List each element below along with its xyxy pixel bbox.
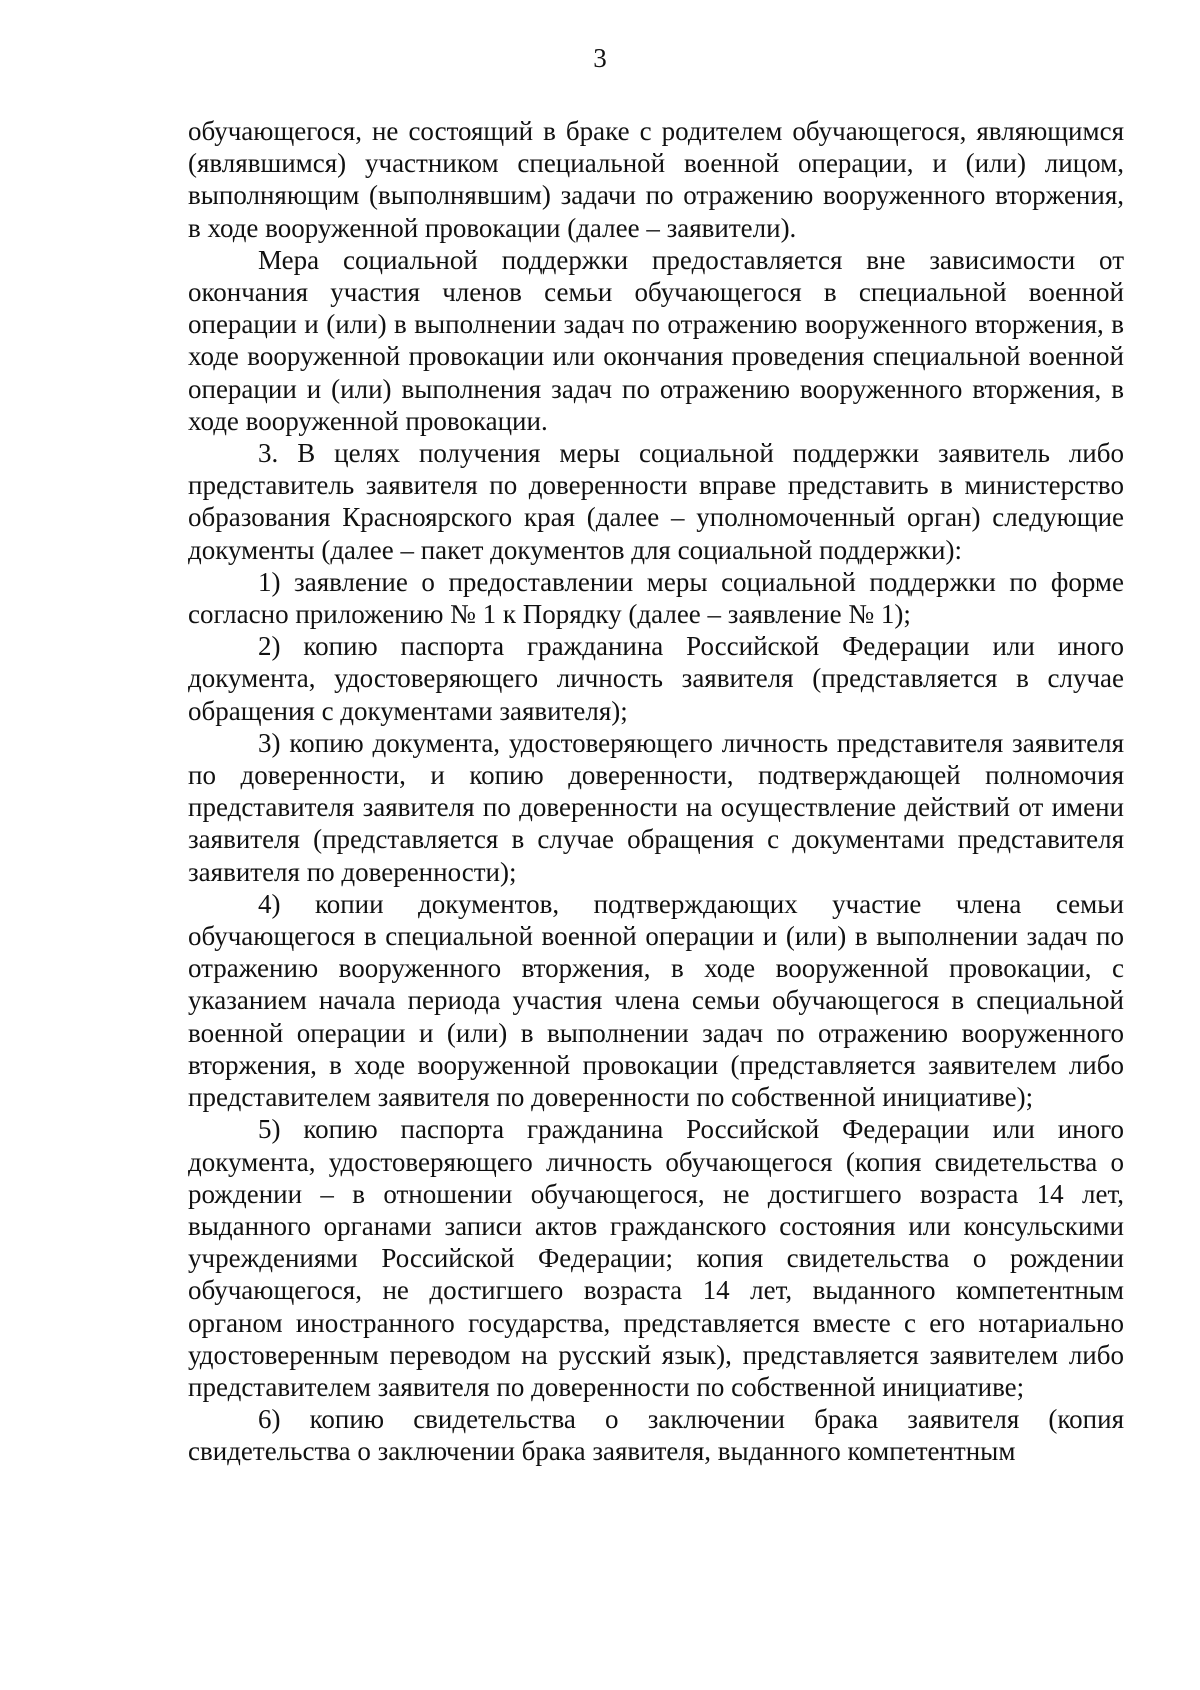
- list-item-2: 2) копию паспорта гражданина Российской Федерации или иного документа, удостоверяющего личность заявителя (представляется в случае обращения с документами заявителя);: [188, 631, 1124, 726]
- page-number: 3: [593, 43, 607, 73]
- list-item-5: 5) копию паспорта гражданина Российской Федерации или иного документа, удостоверяющего личность обучающегося (копия свидетельства о рождении – в отношении обучающегося, не достигшего возраста 14 лет, выданного органами записи актов гражданского состояния или консульскими учреждениями Российской Федерации; копия свидетельства о рождении обучающегося, не достигшего возраста 14 лет, выданного компетентным органом иностранного государства, представляется вместе с его нотариально удостоверенным переводом на русский язык), представляется заявителем либо представителем заявителя по доверенности по собственной инициативе;: [188, 1114, 1124, 1402]
- list-item-1: 1) заявление о предоставлении меры социальной поддержки по форме согласно приложению № 1 к Порядку (далее – заявление № 1);: [188, 566, 1124, 630]
- paragraph-section-3: 3. В целях получения меры социальной поддержки заявитель либо представитель заявителя по доверенности вправе представить в министерство образования Красноярского края (далее – уполномоченный орган) следующие документы (далее – пакет документов для социальной поддержки):: [188, 438, 1124, 565]
- paragraph-measure-independence: Мера социальной поддержки предоставляется вне зависимости от окончания участия членов семьи обучающегося в специальной военной операции и (или) в выполнении задач по отражению вооруженного вторжения, в ходе вооруженной провокации или окончания проведения специальной военной операции и (или) выполнения задач по отражению вооруженного вторжения, в ходе вооруженной провокации.: [188, 244, 1124, 436]
- document-body: [188, 115, 1124, 1468]
- list-item-6: 6) копию свидетельства о заключении брака заявителя (копия свидетельства о заключении брака заявителя, выданного компетентным: [188, 1404, 1124, 1467]
- list-item-4: 4) копии документов, подтверждающих участие члена семьи обучающегося в специальной военной операции и (или) в выполнении задач по отражению вооруженного вторжения, в ходе вооруженной провокации, с указанием начала периода участия члена семьи обучающегося в специальной военной операции и (или) в выполнении задач по отражению вооруженного вторжения, в ходе вооруженной провокации (представляется заявителем либо представителем заявителя по доверенности по собственной инициативе);: [188, 888, 1124, 1113]
- paragraph-continuation: обучающегося, не состоящий в браке с родителем обучающегося, являющимся (являвшимся) участником специальной военной операции, и (или) лицом, выполняющим (выполнявшим) задачи по отражению вооруженного вторжения, в ходе вооруженной провокации (далее – заявители).: [188, 116, 1124, 243]
- list-item-3: 3) копию документа, удостоверяющего личность представителя заявителя по доверенности, и копию доверенности, подтверждающей полномочия представителя заявителя по доверенности на осуществление действий от имени заявителя (представляется в случае обращения с документами представителя заявителя по доверенности);: [188, 727, 1124, 887]
